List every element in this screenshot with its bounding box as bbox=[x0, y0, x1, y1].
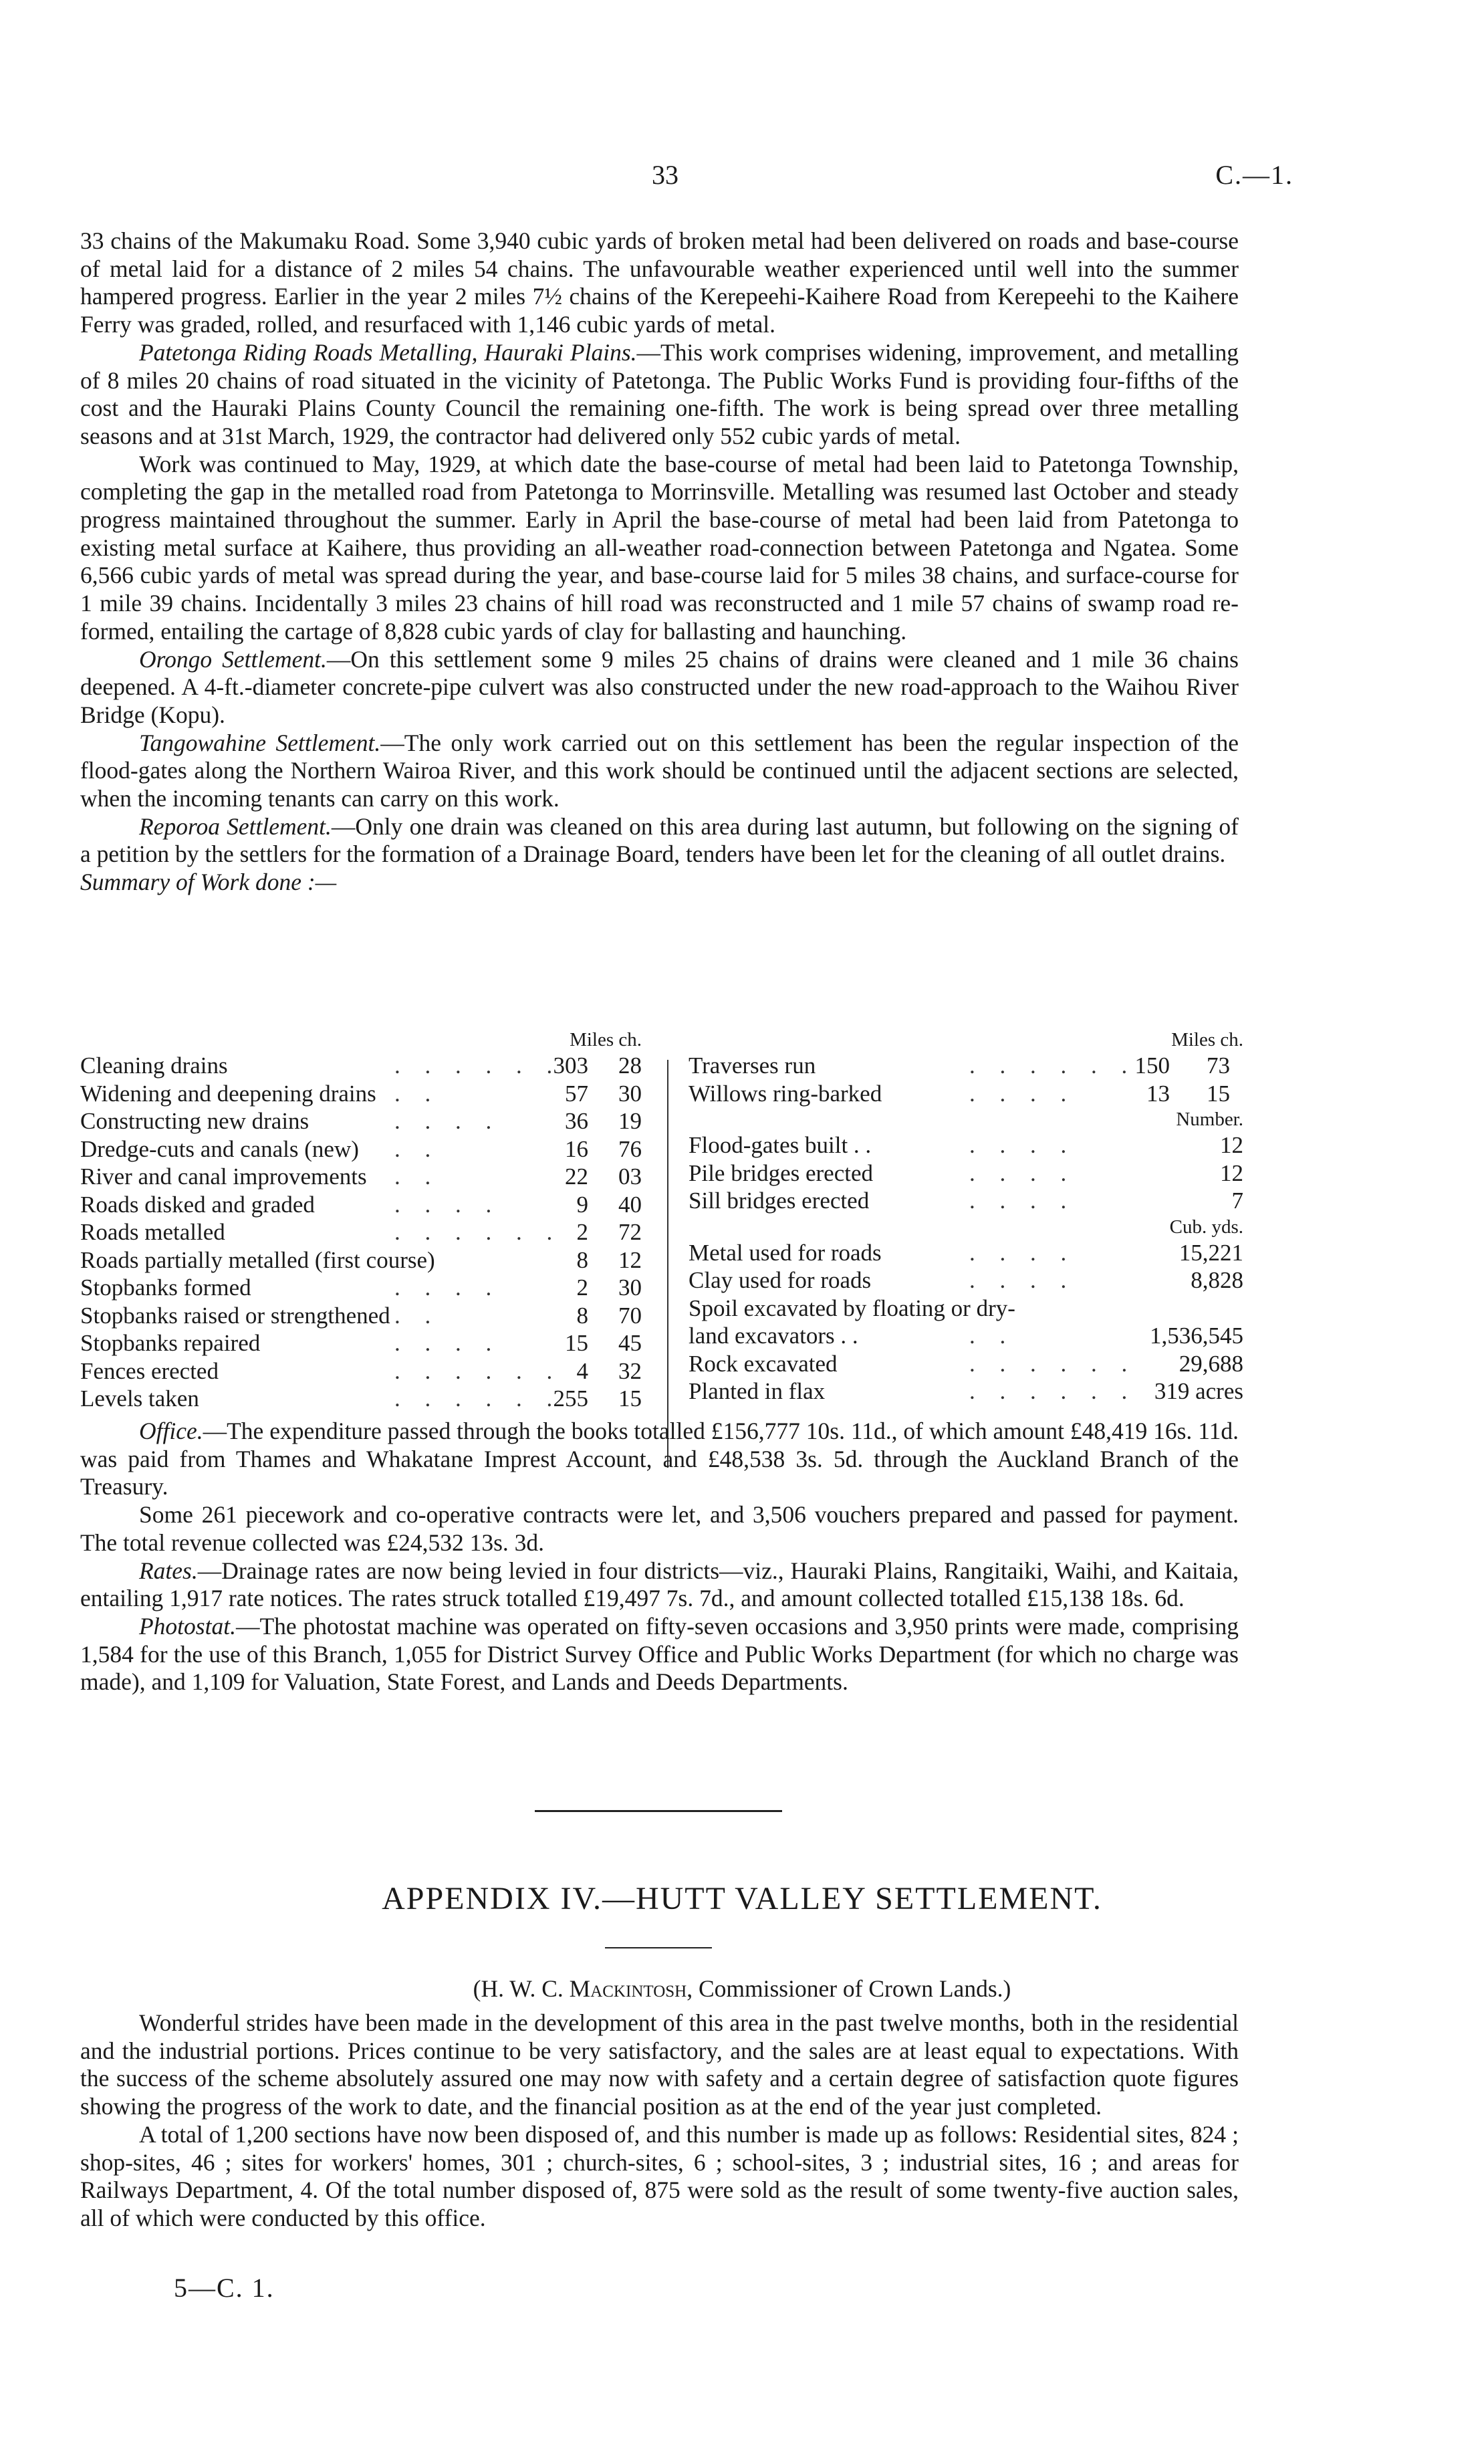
summary-left-row bbox=[80, 1163, 668, 1191]
row-chains: 76 bbox=[618, 1135, 642, 1162]
row-chains: 40 bbox=[618, 1191, 642, 1218]
row-label: Fences erected bbox=[80, 1357, 219, 1384]
leader-dots: . . bbox=[394, 1302, 441, 1329]
summary-left-row bbox=[80, 1329, 668, 1357]
title-underline bbox=[605, 1947, 712, 1948]
paragraph-photostat: Photostat.—The photostat machine was operated on fifty-seven occasions and 3,950 prints were made, comprising 1,584 for the use of this Branch, 1,055 for District Survey Office and Public Works Department (for which no charge was made), and 1,109 for Valuation, State Forest, and Lands and Deeds Departments. bbox=[80, 1612, 1239, 1696]
row-value: 8,828 bbox=[1191, 1267, 1243, 1293]
row-label: Traverses run bbox=[689, 1052, 816, 1079]
heading-reporoa: Reporoa Settlement. bbox=[139, 812, 332, 840]
summary-right-row bbox=[689, 1377, 1243, 1406]
row-label: Willows ring-barked bbox=[689, 1080, 882, 1107]
leader-dots: . . . . bbox=[969, 1188, 1076, 1214]
summary-left-column bbox=[80, 1028, 668, 1413]
row-miles: 57 bbox=[565, 1080, 588, 1107]
row-miles: 2 bbox=[576, 1219, 588, 1245]
commissioner-line: (H. W. C. Mackintosh, Commissioner of Crown Lands.) bbox=[473, 1975, 1011, 2002]
heading-rates: Rates. bbox=[139, 1557, 198, 1584]
leader-dots: . . . . bbox=[394, 1191, 501, 1218]
summary-right-row bbox=[689, 1159, 1243, 1188]
row-label: Planted in flax bbox=[689, 1378, 826, 1404]
row-chains: 28 bbox=[618, 1052, 642, 1079]
summary-right-subheader bbox=[689, 1215, 1243, 1239]
column-divider bbox=[667, 1060, 668, 1468]
row-miles: 303 bbox=[553, 1052, 588, 1079]
heading-office: Office. bbox=[139, 1418, 203, 1444]
document-reference: C.—1. bbox=[1215, 160, 1293, 190]
summary-right-column bbox=[689, 1028, 1243, 1406]
row-label: land excavators . . bbox=[689, 1323, 858, 1349]
appendix-title: APPENDIX IV.—HUTT VALLEY SETTLEMENT. bbox=[382, 1881, 1102, 1916]
row-chains: 19 bbox=[618, 1108, 642, 1134]
row-value: 319 acres bbox=[1154, 1378, 1243, 1404]
body-text-top bbox=[80, 227, 1239, 897]
leader-dots: . . . . . . bbox=[394, 1219, 562, 1245]
leader-dots: . . bbox=[394, 1080, 441, 1107]
summary-heading: Summary of Work done :— bbox=[80, 869, 337, 896]
row-chains: 73 bbox=[1207, 1052, 1230, 1079]
leader-dots: . . . . . . bbox=[394, 1357, 562, 1384]
paragraph-office: Office.—The expenditure passed through the books totalled £156,777 10s. 11d., of which amount £48,419 16s. 11d. was paid from Thames and Whakatane Imprest Account, and £48,538 3s. 5d. through the Auckland Branch of the Treasury. bbox=[80, 1418, 1239, 1500]
summary-left-row bbox=[80, 1357, 668, 1385]
leader-dots: . . . . bbox=[969, 1267, 1076, 1293]
row-chains: 72 bbox=[618, 1219, 642, 1245]
row-chains: 15 bbox=[1207, 1080, 1230, 1107]
row-label: Widening and deepening drains bbox=[80, 1080, 376, 1107]
summary-right-row bbox=[689, 1052, 1243, 1080]
summary-left-row bbox=[80, 1135, 668, 1163]
row-label: Cleaning drains bbox=[80, 1052, 228, 1079]
row-value: 7 bbox=[1231, 1188, 1243, 1214]
row-label: Constructing new drains bbox=[80, 1108, 310, 1134]
row-label: Roads disked and graded bbox=[80, 1191, 315, 1218]
row-chains: 30 bbox=[618, 1274, 642, 1301]
summary-left-row bbox=[80, 1274, 668, 1302]
summary-left-row bbox=[80, 1191, 668, 1219]
leader-dots: . . bbox=[394, 1135, 441, 1162]
paragraph-makumaku: 33 chains of the Makumaku Road. Some 3,940 cubic yards of broken metal had been delivered on roads and base-course of metal laid for a distance of 2 miles 54 chains. The unfavourable weather experienced until well into the summer hampered progress. Earlier in the year 2 miles 7½ chains of the Kerepeehi-Kaihere Road from Kerepeehi to the Kaihere Ferry was graded, rolled, and resurfaced with 1,146 cubic yards of metal. bbox=[80, 227, 1239, 338]
summary-right-row bbox=[689, 1266, 1243, 1295]
footer-signature: 5—C. 1. bbox=[174, 2273, 275, 2303]
paragraph-patetonga: Patetonga Riding Roads Metalling, Hauraki Plains.—This work comprises widening, improvement, and metalling of 8 miles 20 chains of road situated in the vicinity of Patetonga. The Public Works Fund is providing four-fifths of the cost and the Hauraki Plains County Council the remaining one-fifth. The work is being spread over three metalling seasons and at 31st March, 1929, the contractor had delivered only 552 cubic yards of metal. bbox=[80, 338, 1239, 449]
leader-dots: . . . . . . bbox=[969, 1350, 1137, 1377]
row-label: Spoil excavated by floating or dry- bbox=[689, 1295, 1015, 1321]
row-miles: 4 bbox=[576, 1357, 588, 1384]
row-label: Stopbanks raised or strengthened bbox=[80, 1302, 390, 1329]
summary-left-row bbox=[80, 1218, 668, 1246]
paragraph-appendix-2: A total of 1,200 sections have now been disposed of, and this number is made up as follows: Residential sites, 824 ; shop-sites, 46 ; sites for workers' homes, 301 ; church-sites, 6 ; school-sites, 3 ; industrial sites, 16 ; and areas for Railways Department, 4. Of the total number disposed of, 875 were sold as the result of some twenty-five auction sales, all of which were conducted by this office. bbox=[80, 2120, 1239, 2231]
row-label: Roads metalled bbox=[80, 1219, 225, 1245]
row-label: Pile bridges erected bbox=[689, 1159, 874, 1186]
leader-dots: . . . . . . bbox=[394, 1052, 562, 1079]
row-chains: 03 bbox=[618, 1163, 642, 1190]
row-miles: 8 bbox=[576, 1302, 588, 1329]
row-chains: 70 bbox=[618, 1302, 642, 1329]
summary-right-row bbox=[689, 1322, 1243, 1350]
summary-right-row bbox=[689, 1239, 1243, 1267]
summary-left-row bbox=[80, 1385, 668, 1413]
row-label: River and canal improvements bbox=[80, 1163, 367, 1190]
row-chains: 32 bbox=[618, 1357, 642, 1384]
row-chains: 15 bbox=[618, 1385, 642, 1412]
paragraph-appendix-1: Wonderful strides have been made in the development of this area in the past twelve months, both in the residential and the industrial portions. Prices continue to be very satisfactory, and the sales are at least equal to expectations. With the success of the scheme absolutely assured one may now with safety and a certain degree of satisfaction quote figures showing the progress of the work to date, and the financial position as at the end of the year just completed. bbox=[80, 2009, 1239, 2120]
leader-dots: . . . . bbox=[969, 1132, 1076, 1158]
leader-dots: . . . . bbox=[394, 1108, 501, 1134]
summary-left-row bbox=[80, 1246, 668, 1274]
unit-label: Number. bbox=[1176, 1109, 1243, 1130]
row-miles: 16 bbox=[565, 1135, 588, 1162]
row-miles: 13 bbox=[1146, 1080, 1170, 1107]
row-label: Sill bridges erected bbox=[689, 1188, 870, 1214]
commissioner-name: Mackintosh bbox=[569, 1975, 687, 2002]
heading-photostat: Photostat. bbox=[139, 1612, 236, 1640]
leader-dots: . . . . . . bbox=[969, 1378, 1137, 1404]
row-value: 12 bbox=[1220, 1132, 1243, 1158]
summary-left-row bbox=[80, 1302, 668, 1330]
heading-patetonga: Patetonga Riding Roads Metalling, Hauraki Plains. bbox=[139, 338, 637, 366]
leader-dots: . . . . bbox=[969, 1080, 1076, 1107]
row-miles: 22 bbox=[565, 1163, 588, 1190]
row-label: Flood-gates built . . bbox=[689, 1132, 872, 1158]
page-header bbox=[0, 159, 1484, 199]
leader-dots: . . . . bbox=[969, 1239, 1076, 1266]
row-value: 15,221 bbox=[1179, 1239, 1243, 1266]
row-value: 29,688 bbox=[1179, 1350, 1243, 1377]
row-label: Stopbanks repaired bbox=[80, 1330, 261, 1356]
leader-dots: . . bbox=[969, 1323, 1015, 1349]
unit-label: Cub. yds. bbox=[1169, 1216, 1243, 1238]
heading-tangowahine: Tangowahine Settlement. bbox=[139, 729, 381, 756]
leader-dots: . . . . . . bbox=[394, 1385, 562, 1412]
paragraph-reporoa: Reporoa Settlement.—Only one drain was cleaned on this area during last autumn, but following on the signing of a petition by the settlers for the formation of a Drainage Board, tenders have been let for the cleaning of all outlet drains. bbox=[80, 812, 1239, 868]
leader-dots: . . . . . . bbox=[969, 1052, 1137, 1079]
summary-right-row bbox=[689, 1131, 1243, 1159]
row-miles: 255 bbox=[553, 1385, 588, 1412]
row-miles: 15 bbox=[565, 1330, 588, 1356]
row-label: Metal used for roads bbox=[689, 1239, 882, 1266]
summary-right-subheader bbox=[689, 1107, 1243, 1131]
summary-left-row bbox=[80, 1107, 668, 1135]
row-miles: 2 bbox=[576, 1274, 588, 1301]
page-number: 33 bbox=[652, 160, 678, 190]
row-miles: 9 bbox=[576, 1191, 588, 1218]
row-label: Clay used for roads bbox=[689, 1267, 872, 1293]
row-label: Levels taken bbox=[80, 1385, 199, 1412]
row-value: 1,536,545 bbox=[1150, 1323, 1243, 1349]
summary-right-row bbox=[689, 1080, 1243, 1108]
summary-left-row bbox=[80, 1080, 668, 1108]
leader-dots: . . . . bbox=[394, 1274, 501, 1301]
leader-dots: . . . . bbox=[969, 1159, 1076, 1186]
row-miles: 8 bbox=[576, 1246, 588, 1273]
section-divider bbox=[535, 1810, 782, 1812]
row-label: Dredge-cuts and canals (new) bbox=[80, 1135, 359, 1162]
paragraph-rates: Rates.—Drainage rates are now being levied in four districts—viz., Hauraki Plains, Rangitaiki, Waihi, and Kaitaia, entailing 1,917 rate notices. The rates struck totalled £19,497 7s. 7d., and amount collected totalled £15,138 18s. 6d. bbox=[80, 1557, 1239, 1612]
leader-dots: . . bbox=[394, 1163, 441, 1190]
body-text-bottom bbox=[80, 1418, 1239, 1696]
row-label: Roads partially metalled (first course) bbox=[80, 1246, 435, 1273]
heading-orongo: Orongo Settlement. bbox=[139, 645, 327, 673]
row-chains: 30 bbox=[618, 1080, 642, 1107]
row-miles: 36 bbox=[565, 1108, 588, 1134]
summary-left-header: Miles ch. bbox=[570, 1029, 642, 1050]
summary-right-header: Miles ch. bbox=[1171, 1029, 1243, 1050]
summary-right-row bbox=[689, 1350, 1243, 1378]
row-miles: 150 bbox=[1134, 1052, 1170, 1079]
row-chains: 12 bbox=[618, 1246, 642, 1273]
paragraph-contracts: Some 261 piecework and co-operative contracts were let, and 3,506 vouchers prepared and passed for payment. The total revenue collected was £24,532 13s. 3d. bbox=[80, 1501, 1239, 1556]
row-value: 12 bbox=[1220, 1159, 1243, 1186]
row-label: Rock excavated bbox=[689, 1350, 838, 1377]
leader-dots: . . . . bbox=[394, 1330, 501, 1356]
paragraph-orongo: Orongo Settlement.—On this settlement some 9 miles 25 chains of drains were cleaned and 1 mile 36 chains deepened. A 4-ft.-diameter concrete-pipe culvert was also constructed under the new road-approach to the Waihou River Bridge (Kopu). bbox=[80, 645, 1239, 728]
paragraph-tangowahine: Tangowahine Settlement.—The only work carried out on this settlement has been the regular inspection of the flood-gates along the Northern Wairoa River, and this work should be continued until the adjacent sections are selected, when the incoming tenants can carry on this work. bbox=[80, 729, 1239, 812]
summary-left-row bbox=[80, 1052, 668, 1080]
paragraph-work-continued: Work was continued to May, 1929, at which date the base-course of metal had been laid to Patetonga Township, completing the gap in the metalled road from Patetonga to Morrinsville. Metalling was resumed last October and steady progress maintained throughout the summer. Early in April the base-course of metal had been laid from Patetonga to existing metal surface at Kaihere, thus providing an all-weather road-connection between Patetonga and Ngatea. Some 6,566 cubic yards of metal was spread during the year, and base-course laid for 5 miles 38 chains, and surface-course for 1 mile 39 chains. Incidentally 3 miles 23 chains of hill road was reconstructed and 1 mile 57 chains of swamp road re-formed, entailing the cartage of 8,828 cubic yards of clay for ballasting and haunching. bbox=[80, 450, 1239, 645]
summary-right-row bbox=[689, 1295, 1243, 1323]
body-text-appendix bbox=[80, 2009, 1239, 2233]
summary-right-row bbox=[689, 1187, 1243, 1215]
row-label: Stopbanks formed bbox=[80, 1274, 251, 1301]
row-chains: 45 bbox=[618, 1330, 642, 1356]
